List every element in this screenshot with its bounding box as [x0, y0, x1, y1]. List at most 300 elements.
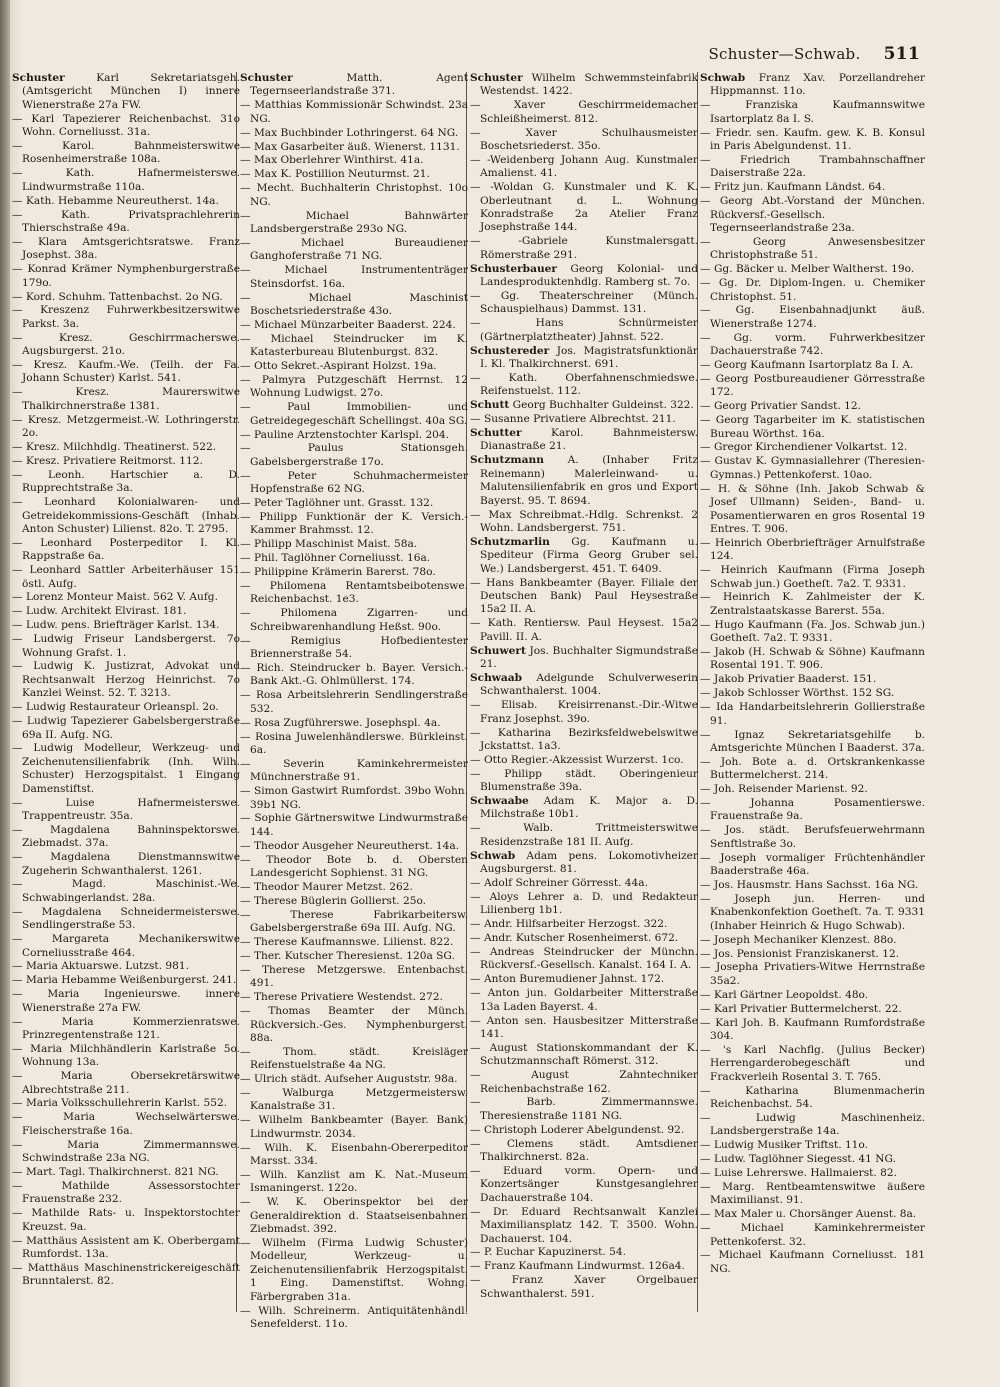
entry-text: Karl Sekretariatsgeh. (Amtsgericht München I) innere Wienerstraße 27a FW. [22, 72, 240, 111]
entry-text: — Katharina Bezirksfeldwebelswitwe Jckstattst. 1a3. [470, 726, 698, 752]
entry-text: Jos. Magistratsfunktionär I. Kl. Thalkirchnerst. 691. [480, 344, 698, 371]
directory-entry [240, 552, 468, 565]
directory-entry [12, 797, 240, 824]
directory-entry [12, 441, 240, 454]
entry-text: Adelgunde Schulverweserin Schwanthalerst. 1004. [480, 671, 698, 698]
entry-text: — Friedrich Trambahnschaffner Daiserstraße 22a. [700, 153, 925, 180]
directory-entry [240, 950, 468, 963]
entry-text: — Michael Münzarbeiter Baaderst. 224. [240, 318, 456, 331]
entry-text: — Walb. Trittmeisterswitwe Residenzstraße 181 II. Aufg. [470, 822, 698, 848]
page-number: 511 [883, 44, 920, 64]
directory-entry [12, 960, 240, 973]
directory-entry [700, 263, 925, 276]
directory-entry [470, 754, 698, 767]
entry-text: — Magdalena Bahninspektorswe. Ziebmadst. 37a. [12, 823, 240, 850]
entry-text: — Max Schreibmat.-Hdlg. Schrenkst. 2 Wohn. Landsbergerst. 751. [470, 508, 698, 534]
entry-text: — Jakob (H. Schwab & Söhne) Kaufmann Rosental 191. T. 906. [700, 646, 925, 672]
directory-entry [470, 1206, 698, 1246]
entry-text: — Ludwig Musiker Triftst. 11o. [700, 1139, 868, 1152]
directory-column-4 [700, 72, 925, 1277]
page-range-heading: Schuster—Schwab. [708, 45, 861, 63]
directory-entry [12, 386, 240, 413]
surname-heading: Schwaabe [470, 795, 529, 808]
directory-column-3 [470, 72, 698, 1302]
directory-entry [12, 304, 240, 331]
entry-text: — Severin Kaminkehrermeister Münchnerstraße 91. [240, 757, 468, 784]
directory-entry [470, 290, 698, 317]
entry-text: — Wilh. K. Eisenbahn-Obererpeditor Marsst. 334. [240, 1141, 468, 1168]
directory-entry [12, 564, 240, 591]
entry-text: — Dr. Eduard Rechtsanwalt Kanzlei Maximiliansplatz 142. T. 3500. Wohn. Dachauerst. 104. [470, 1205, 698, 1245]
directory-entry [240, 1237, 468, 1304]
entry-text: — Heinrich K. Zahlmeister der K. Zentralstaatskasse Barerst. 55a. [700, 591, 925, 617]
directory-entry [12, 1166, 240, 1179]
entry-text: — Wilh. Schreinerm. Antiquitätenhändl. Senefelderst. 11o. [240, 1304, 468, 1330]
directory-entry [700, 359, 925, 372]
directory-entry [700, 1085, 925, 1112]
entry-text: — Thom. städt. Kreisläger Reifenstuelstraße 4a NG. [240, 1045, 468, 1072]
directory-entry [240, 127, 468, 140]
directory-entry [700, 564, 925, 591]
entry-text: — Eduard vorm. Opern- und Konzertsänger Kunstgesanglehrer Dachauerstraße 104. [470, 1165, 698, 1204]
directory-entry [240, 511, 468, 538]
directory-entry [700, 1003, 925, 1016]
directory-entry [700, 455, 925, 482]
entry-text: — Maria Ingenieurswe. innere Wienerstraße 27a FW. [12, 988, 240, 1014]
directory-entry [12, 933, 240, 960]
entry-text: — Jos. Pensionist Franziskanerst. 12. [700, 947, 900, 960]
directory-entry [240, 497, 468, 510]
directory-entry [700, 400, 925, 413]
entry-text: — Ida Handarbeitslehrerin Gollierstraße 91. [700, 701, 925, 727]
directory-entry [240, 731, 468, 758]
entry-text: — Adolf Schreiner Görresst. 44a. [470, 876, 648, 889]
directory-entry [470, 235, 698, 262]
surname-heading: Schusterbauer [470, 262, 557, 275]
entry-text: Matth. Agent Tegernseerlandstraße 371. [250, 72, 468, 98]
directory-entry [240, 1073, 468, 1086]
entry-text: — Therese Metzgerswe. Entenbachst. 491. [240, 963, 468, 990]
directory-entry [240, 292, 468, 319]
surname-heading: Schuster [12, 72, 65, 84]
entry-text: — Michael Bahnwärter Landsbergerstraße 293o NG. [240, 209, 468, 235]
entry-text: — Anton sen. Hausbesitzer Mitterstraße 141. [470, 1014, 698, 1040]
directory-entry [470, 317, 698, 344]
entry-text: — Gg. Eisenbahnadjunkt äuß. Wienerstraße 1274. [700, 304, 925, 330]
directory-entry [240, 168, 468, 181]
directory-entry [240, 99, 468, 126]
entry-text: — Christoph Loderer Abelgundenst. 92. [470, 1123, 685, 1136]
entry-text: Adam K. Major a. D. Milchstraße 10b1. [480, 795, 698, 821]
directory-entry [700, 1222, 925, 1249]
entry-text: — Otto Regier.-Akzessist Wurzerst. 1co. [470, 753, 684, 766]
entry-text: — Gg. vorm. Fuhrwerkbesitzer Dachauerstraße 742. [700, 331, 925, 358]
directory-entry [470, 891, 698, 918]
entry-text: — Paulus Stationsgeh. Gabelsbergerstraße 17o. [240, 442, 468, 468]
surname-heading: Schutzmann [470, 454, 544, 467]
entry-text: — Georg Abt.-Vorstand der München. Rückversf.-Gesellsch. Tegernseerlandstraße 23a. [700, 195, 925, 234]
directory-entry [470, 1246, 698, 1259]
directory-entry [470, 263, 698, 290]
directory-entry [470, 1042, 698, 1069]
directory-entry [240, 785, 468, 812]
entry-text: — Matthias Kommissionär Schwindst. 23a NG. [240, 99, 468, 125]
entry-text: — Gg. Theaterschreiner (Münch. Schauspielhaus) Dammst. 131. [470, 290, 698, 316]
directory-entry [470, 645, 698, 672]
directory-entry [700, 181, 925, 194]
directory-entry [470, 127, 698, 154]
entry-text: — Kresz. Maurerswitwe Thalkirchnerstraße 1381. [12, 386, 240, 412]
directory-entry [470, 1124, 698, 1137]
entry-text: — Gg. Dr. Diplom-Ingen. u. Chemiker Christophst. 51. [700, 277, 925, 303]
directory-entry [12, 851, 240, 878]
directory-entry [700, 72, 925, 99]
entry-text: — Luise Hafnermeisterswe. Trappentreustr. 35a. [12, 796, 240, 822]
directory-entry [470, 987, 698, 1014]
entry-text: — Fritz jun. Kaufmann Ländst. 64. [700, 181, 886, 194]
directory-entry [240, 538, 468, 551]
entry-text: — -Weidenberg Johann Aug. Kunstmaler Amalienst. 41. [470, 153, 698, 180]
directory-entry [240, 964, 468, 991]
entry-text: — Maria Zimmermannswe. Schwindstraße 23a NG. [12, 1138, 240, 1165]
directory-entry [700, 893, 925, 933]
entry-text: — Ludwig K. Justizrat, Advokat und Rechtsanwalt Herzog Heinrichst. 7o Kanzlei Weinst. 52. T. 3213. [12, 660, 240, 700]
directory-entry [240, 333, 468, 360]
directory-entry [470, 1260, 698, 1273]
directory-entry [470, 973, 698, 986]
entry-text: — Michael Kaufmann Corneliusst. 181 NG. [700, 1249, 925, 1275]
directory-entry [470, 99, 698, 126]
directory-entry [12, 1180, 240, 1207]
entry-text: — Susanne Privatiere Albrechtst. 211. [470, 413, 676, 426]
entry-text: — Maria Aktuarswe. Lutzst. 981. [12, 960, 190, 973]
directory-entry [700, 619, 925, 646]
entry-text: — Andr. Hilfsarbeiter Herzogst. 322. [470, 918, 668, 931]
directory-entry [470, 154, 698, 181]
entry-text: — Clemens städt. Amtsdiener Thalkirchnerst. 82a. [470, 1137, 698, 1164]
directory-entry [12, 496, 240, 536]
directory-entry [700, 373, 925, 400]
entry-text: — Ludwig Maschinenheiz. Landsbergerstraße 14a. [700, 1111, 925, 1138]
directory-entry [470, 946, 698, 973]
directory-entry [700, 989, 925, 1002]
entry-text: — Simon Gastwirt Rumfordst. 39bo Wohn. 39b1 NG. [240, 785, 468, 811]
book-spine-shadow [0, 0, 10, 1387]
entry-text: Georg Buchhalter Guldeinst. 322. [509, 399, 694, 412]
directory-entry [700, 1167, 925, 1180]
directory-entry [240, 1046, 468, 1073]
entry-text: — Kresz. Privatiere Reitmorst. 112. [12, 454, 203, 467]
directory-entry [470, 1069, 698, 1096]
entry-text: — -Woldan G. Kunstmaler und K. K. Oberleutnant d. L. Wohnung Konradstraße 2a Atelier Franz Josephstraße 144. [470, 181, 698, 234]
directory-entry [12, 167, 240, 194]
directory-entry [700, 701, 925, 728]
entry-text: — -Gabriele Kunstmalersgatt. Römerstraße 291. [470, 235, 698, 261]
directory-entry [240, 429, 468, 442]
directory-entry [240, 812, 468, 839]
entry-text: — Sophie Gärtnerswitwe Lindwurmstraße 144. [240, 812, 468, 838]
directory-entry [12, 742, 240, 796]
entry-text: — Therese Kaufmannswe. Lilienst. 822. [240, 936, 454, 949]
directory-entry [470, 795, 698, 822]
entry-text: — Elisab. Kreisirrenanst.-Dir.-Witwe Franz Josephst. 39o. [470, 699, 698, 725]
entry-text: — Kath. Oberfahnenschmiedswe. Reifenstuelst. 112. [470, 371, 698, 398]
entry-text: — Georg Kaufmann Isartorplatz 8a I. A. [700, 359, 914, 372]
entry-text: — P. Euchar Kapuzinerst. 54. [470, 1246, 626, 1259]
entry-text: — Johanna Posamentierswe. Frauenstraße 9a. [700, 797, 925, 823]
entry-text: — Thomas Beamter der Münch. Rückversich.-Ges. Nymphenburgerst. 88a. [240, 1005, 468, 1044]
entry-text: — Rich. Steindrucker b. Bayer. Versich.-Bank Akt.-G. Ohlmüllerst. 174. [240, 661, 468, 688]
entry-text: — Matthäus Maschinenstrickereigeschäft Brunntalerst. 82. [12, 1261, 240, 1288]
directory-entry [240, 1005, 468, 1045]
entry-text: — Magdalena Schneidermeisterswe. Sendlingerstraße 53. [12, 905, 240, 932]
entry-text: — Philipp städt. Oberingenieur Blumenstraße 39a. [470, 767, 698, 794]
entry-text: — Joh. Reisender Marienst. 92. [700, 783, 868, 796]
directory-entry [12, 455, 240, 468]
directory-entry [470, 1015, 698, 1042]
entry-text: — Kresz. Milchhdlg. Theatinerst. 522. [12, 440, 217, 453]
directory-entry [12, 974, 240, 987]
directory-entry [240, 401, 468, 428]
directory-entry [12, 660, 240, 700]
entry-text: — Georg Privatier Sandst. 12. [700, 400, 861, 413]
directory-entry [240, 374, 468, 401]
directory-entry [240, 154, 468, 167]
entry-text: — Karl Joh. B. Kaufmann Rumfordstraße 304. [700, 1016, 925, 1042]
directory-entry [240, 264, 468, 291]
entry-text: — Xaver Geschirrmeidemacher Schleißheimerst. 812. [470, 99, 698, 125]
directory-entry [240, 758, 468, 785]
entry-text: — Franziska Kaufmannswitwe Isartorplatz 8a I. S. [700, 99, 925, 125]
directory-entry [470, 918, 698, 931]
directory-entry [470, 181, 698, 235]
entry-text: — Karl Gärtner Leopoldst. 48o. [700, 988, 869, 1001]
entry-text: — Rosa Zugführerswe. Josephspl. 4a. [240, 716, 441, 729]
directory-entry [470, 699, 698, 726]
entry-text: Karol. Bahnmeistersw. Dianastraße 21. [480, 427, 698, 453]
directory-entry [240, 360, 468, 373]
directory-entry [700, 127, 925, 154]
directory-entry [240, 72, 468, 99]
directory-entry [240, 470, 468, 497]
directory-entry [12, 715, 240, 742]
entry-text: — Peter Taglöhner unt. Grasst. 132. [240, 497, 434, 510]
directory-entry [700, 824, 925, 851]
entry-text: Adam pens. Lokomotivheizer Augsburgerst. 81. [480, 849, 698, 876]
directory-entry [12, 824, 240, 851]
directory-entry [240, 141, 468, 154]
directory-entry [240, 840, 468, 853]
directory-entry [700, 537, 925, 564]
directory-entry [240, 607, 468, 634]
entry-text: — Jakob Privatier Baaderst. 151. [700, 673, 877, 686]
directory-entry [12, 236, 240, 263]
entry-text: — Margareta Mechanikerswitwe Corneliusstraße 464. [12, 933, 240, 959]
directory-entry [470, 727, 698, 754]
entry-text: — Anton jun. Goldarbeiter Mitterstraße 13a Laden Bayerst. 4. [470, 987, 698, 1013]
entry-text: — W. K. Oberinspektor bei der Generaldirektion d. Staatseisenbahnen Ziebmadst. 392. [240, 1196, 468, 1236]
directory-entry [700, 783, 925, 796]
entry-text: — Klara Amtsgerichtsratswe. Franz Josephst. 38a. [12, 235, 240, 262]
entry-text: — Kord. Schuhm. Tattenbachst. 2o NG. [12, 290, 223, 303]
entry-text: — Max Buchbinder Lothringerst. 64 NG. [240, 126, 459, 139]
directory-entry [700, 687, 925, 700]
directory-entry [12, 906, 240, 933]
entry-text: — Maria Volksschullehrerin Karlst. 552. [12, 1097, 228, 1110]
entry-text: — Kreszenz Fuhrwerkbesitzerswitwe Parkst. 3a. [12, 304, 240, 330]
entry-text: — Magd. Maschinist.-We. Schwabingerlandst. 28a. [12, 878, 240, 904]
directory-entry [470, 72, 698, 99]
directory-entry [700, 1112, 925, 1139]
entry-text: — Andr. Kutscher Rosenheimerst. 672. [470, 932, 679, 945]
directory-entry [240, 210, 468, 237]
directory-entry [12, 332, 240, 359]
directory-entry [12, 988, 240, 1015]
directory-entry [700, 591, 925, 618]
entry-text: — Georg Tagarbeiter im K. statistischen Bureau Wörthst. 16a. [700, 414, 925, 440]
entry-text: — Philomena Zigarren- und Schreibwarenhandlung Heßst. 90o. [240, 607, 468, 633]
directory-entry [12, 878, 240, 905]
directory-entry [700, 673, 925, 686]
entry-text: — H. & Söhne (Inh. Jakob Schwab & Josef Ullmann) Seiden-, Band- u. Posamentierwaren en gros Rosental 19 Entres. T. 906. [700, 482, 925, 535]
entry-text: — Luise Lehrerswe. Hallmaierst. 82. [700, 1167, 898, 1179]
entry-text: Wilhelm Schwemmsteinfabrik Westendst. 1422. [480, 72, 698, 98]
directory-entry [12, 209, 240, 236]
directory-entry [470, 345, 698, 372]
directory-entry [470, 1096, 698, 1123]
entry-text: — Gregor Kirchendiener Volkartst. 12. [700, 441, 908, 454]
entry-text: — Maria Wechselwärterswe. Fleischerstraße 16a. [12, 1111, 240, 1137]
directory-column-1 [12, 72, 240, 1289]
entry-text: — Michael Instrumententräger Steinsdorfst. 16a. [240, 264, 468, 290]
entry-text: — Friedr. sen. Kaufm. gew. K. B. Konsul in Paris Abelgundenst. 11. [700, 126, 925, 153]
directory-entry [470, 399, 698, 412]
entry-text: — Wilhelm Bankbeamter (Bayer. Bank) Lindwurmstr. 2034. [240, 1114, 468, 1140]
directory-entry [700, 646, 925, 673]
entry-text: — Heinrich Oberbriefträger Arnulfstraße 124. [700, 536, 925, 563]
directory-entry [700, 879, 925, 892]
entry-text: Gg. Kaufmann u. Spediteur (Firma Georg Gruber sel. We.) Landsbergerst. 451. T. 6409. [480, 535, 698, 575]
directory-entry [470, 877, 698, 890]
entry-text: — Therese Fabrikarbeitersw. Gabelsbergerstraße 69a III. Aufg. NG. [240, 908, 468, 935]
entry-text: — Mathilde Rats- u. Inspektorstochter Kreuzst. 9a. [12, 1207, 240, 1233]
directory-entry [240, 991, 468, 1004]
directory-entry [470, 509, 698, 536]
entry-text: — Ludwig Modelleur, Werkzeug- und Zeichenutensilienfabrik (Inh. Wilh. Schuster) Herzogspitalst. 1 Eingang Damenstiftst. [12, 742, 240, 795]
entry-text: — Jos. Hausmstr. Hans Sachsst. 16a NG. [700, 878, 919, 891]
entry-text: — Kresz. Kaufm.-We. (Teilh. der Fa. Johann Schuster) Karlst. 541. [12, 359, 240, 385]
directory-column-2 [240, 72, 468, 1332]
directory-entry [470, 672, 698, 699]
directory-entry [700, 729, 925, 756]
surname-heading: Schutzmarlin [470, 535, 550, 548]
entry-text: — Therese Privatiere Westendst. 272. [240, 991, 443, 1004]
entry-text: — Heinrich Kaufmann (Firma Joseph Schwab jun.) Goetheſt. 7a2. T. 9331. [700, 564, 925, 590]
entry-text: — Anton Buremudiener Jahnst. 172. [470, 973, 665, 986]
entry-text: — Karol. Bahnmeisterswitwe Rosenheimerstraße 108a. [12, 140, 240, 166]
directory-entry [240, 319, 468, 332]
entry-text: — Kath. Hebamme Neureutherst. 14a. [12, 194, 219, 207]
surname-heading: Schuster [240, 72, 293, 84]
entry-text: — Ludw. Taglöhner Siegesst. 41 NG. [700, 1153, 896, 1166]
directory-entry [12, 359, 240, 386]
entry-text: — Theodor Maurer Metzst. 262. [240, 880, 413, 893]
entry-text: — Therese Büglerin Gollierst. 25o. [240, 894, 427, 907]
directory-entry [240, 1114, 468, 1141]
directory-entry [240, 182, 468, 209]
directory-entry [240, 717, 468, 730]
entry-text: — Michael Steindrucker im K. Katasterbureau Blutenburgst. 832. [240, 332, 468, 359]
entry-text: — Phil. Taglöhner Corneliusst. 16a. [240, 552, 431, 565]
entry-text: — Rosa Arbeitslehrerin Sendlingerstraße 532. [240, 689, 468, 715]
entry-text: — Michael Bureaudiener Ganghoferstraße 71 NG. [240, 236, 468, 263]
entry-text: — Jakob Schlosser Wörthst. 152 SG. [700, 687, 895, 700]
directory-entry [470, 1138, 698, 1165]
directory-entry [12, 140, 240, 167]
entry-text: — Leonh. Hartschier a. D. Rupprechtstraße 3a. [12, 468, 240, 495]
directory-entry [12, 633, 240, 660]
directory-entry [240, 1087, 468, 1114]
entry-text: — Maria Hebamme Weißenburgerst. 241. [12, 974, 237, 987]
directory-entry [470, 768, 698, 795]
entry-text: — Pauline Arztenstochter Karlspl. 204. [240, 428, 450, 441]
directory-entry [700, 1044, 925, 1084]
entry-text: — Joh. Bote a. d. Ortskrankenkasse Buttermelcherst. 214. [700, 755, 925, 782]
surname-heading: Schuster [470, 72, 523, 84]
directory-entry [700, 1249, 925, 1276]
directory-entry [470, 577, 698, 617]
entry-text: — Joseph Mechaniker Klenzest. 88o. [700, 933, 897, 946]
entry-text: — Otto Sekret.-Aspirant Holzst. 19a. [240, 360, 437, 373]
entry-text: — Leonhard Posterpeditor I. Kl. Rappstraße 6a. [12, 536, 240, 563]
entry-text: — Paul Immobilien- und Getreidegegeschäft Schellingst. 40a SG. [240, 401, 468, 427]
entry-text: — August Zahntechniker Reichenbachstraße 162. [470, 1069, 698, 1095]
directory-entry [700, 756, 925, 783]
entry-text: — August Stationskommandant der K. Schutzmannschaft Römerst. 312. [470, 1041, 698, 1068]
entry-text: — Philipp Funktionär der K. Versich.-Kammer Brahmsst. 12. [240, 511, 468, 537]
directory-entry [700, 154, 925, 181]
directory-entry [240, 442, 468, 469]
entry-text: — Ludw. pens. Briefträger Karlst. 134. [12, 619, 220, 632]
entry-text: — Philipp Maschinist Maist. 58a. [240, 538, 418, 551]
entry-text: — Mathilde Assessorstochter Frauenstraße 232. [12, 1179, 240, 1206]
directory-entry [700, 195, 925, 235]
entry-text: — Marg. Rentbeamtenswitwe äußere Maximilianst. 91. [700, 1180, 925, 1207]
directory-entry [12, 263, 240, 290]
entry-text: — Mart. Tagl. Thalkirchnerst. 821 NG. [12, 1166, 219, 1178]
directory-entry [12, 72, 240, 112]
entry-text: — Hugo Kaufmann (Fa. Jos. Schwab jun.) Goetheſt. 7a2. T. 9331. [700, 618, 925, 645]
directory-entry [470, 1274, 698, 1301]
entry-text: — Michael Maschinist Boschetsriederstraße 43o. [240, 291, 468, 317]
directory-entry [12, 469, 240, 496]
directory-entry [240, 1169, 468, 1196]
entry-text: — Ignaz Sekretariatsgehilfe b. Amtsgerichte München I Baaderst. 37a. [700, 728, 925, 754]
directory-entry [240, 936, 468, 949]
entry-text: — Remigius Hofbedientester Briennerstraße 54. [240, 634, 468, 661]
entry-text: — Ludwig Tapezierer Gabelsbergerstraße 69a II. Aufg. NG. [12, 715, 240, 741]
entry-text: — Konrad Krämer Nymphenburgerstraße 179o. [12, 263, 240, 289]
surname-heading: Schwab [700, 72, 746, 84]
directory-entry [12, 1097, 240, 1110]
directory-entry [700, 332, 925, 359]
entry-text: — Mecht. Buchhalterin Christophst. 10o NG. [240, 182, 468, 208]
directory-entry [700, 948, 925, 961]
directory-entry [12, 701, 240, 714]
directory-entry [470, 932, 698, 945]
entry-text: — Barb. Zimmermannswe. Theresienstraße 1181 NG. [470, 1096, 698, 1122]
directory-entry [12, 619, 240, 632]
